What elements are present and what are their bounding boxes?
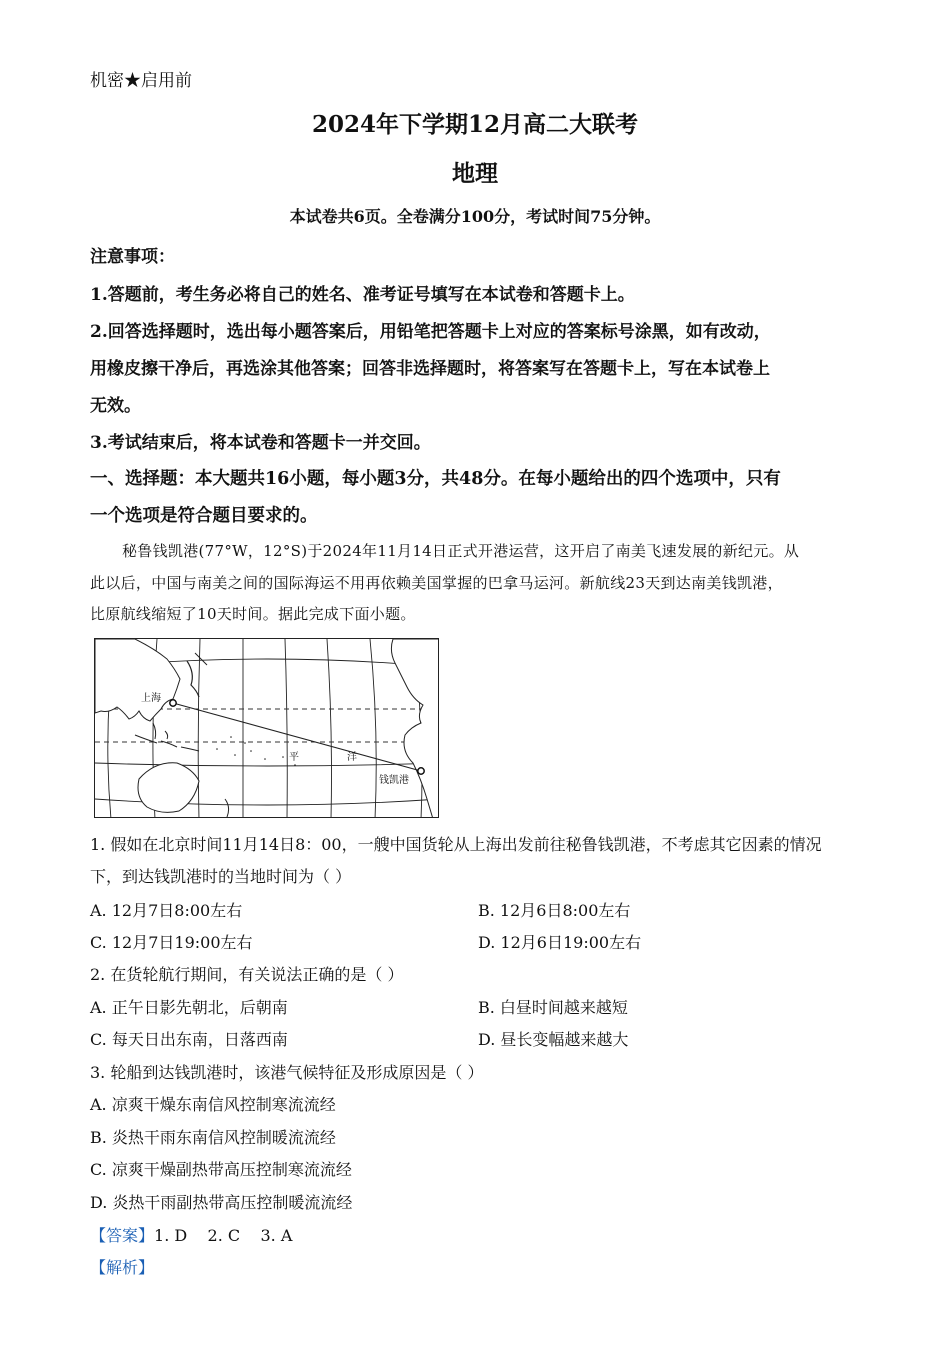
answer-tag: 【答案】 [90, 1226, 155, 1245]
australia-coast [138, 763, 199, 813]
question-2-option-d: D. 昼长变幅越来越大 [478, 1030, 629, 1049]
answer-line [90, 1223, 292, 1246]
intro-line-2: 此以后，中国与南美之间的国际海运不用再依赖美国掌握的巴拿马运河。新航线23天到达南美钱凯港， [90, 574, 783, 592]
question-1-option-d: D. 12月6日19:00左右 [478, 933, 642, 952]
note-item-3: 3.考试结束后，将本试卷和答题卡一并交回。 [90, 433, 431, 453]
subject-title: 地理 [452, 160, 498, 187]
japan-islands [187, 661, 199, 697]
question-1-option-b: B. 12月6日8:00左右 [478, 901, 631, 920]
answer-text: 1. D 2. C 3. A [154, 1226, 293, 1245]
exam-info: 本试卷共6页。全卷满分100分，考试时间75分钟。 [289, 207, 661, 226]
note-item-2-line-3: 无效。 [90, 396, 141, 416]
question-2-option-b: B. 白昼时间越来越短 [478, 998, 628, 1017]
note-item-2-line-2: 用橡皮擦干净后，再选涂其他答案；回答非选择题时，将答案写在答题卡上，写在本试卷上 [90, 359, 770, 379]
chancay-marker [418, 768, 424, 774]
japan-north [195, 653, 207, 665]
intro-line-1: 秘鲁钱凯港(77°W，12°S)于2024年11月14日正式开港运营，这开启了南美飞速发展的新纪元。从 [122, 542, 800, 560]
pacific-label-ping: 平 [289, 752, 299, 763]
chancay-label: 钱凯港 [379, 775, 409, 786]
note-item-2-line-1: 2.回答选择题时，选出每小题答案后，用铅笔把答题卡上对应的答案标号涂黑，如有改动， [90, 322, 771, 342]
section-heading-line-2: 一个选项是符合题目要求的。 [90, 506, 318, 526]
question-1-option-a: A. 12月7日8:00左右 [90, 901, 243, 920]
shanghai-marker [170, 700, 176, 706]
pacific-label-yang: 洋 [347, 752, 357, 763]
question-1-line-2: 下，到达钱凯港时的当地时间为（ ） [90, 867, 352, 886]
notes-heading: 注意事项： [90, 247, 175, 267]
shanghai-label: 上海 [141, 693, 161, 704]
question-3-option-a: A. 凉爽干燥东南信风控制寒流流经 [90, 1095, 336, 1114]
question-1-option-c: C. 12月7日19:00左右 [90, 933, 253, 952]
exam-title: 2024年下学期12月高二大联考 [311, 111, 639, 138]
question-3: 3. 轮船到达钱凯港时，该港气候特征及形成原因是（ ） [90, 1063, 484, 1082]
question-3-option-b: B. 炎热干雨东南信风控制暖流流经 [90, 1128, 336, 1147]
southeast-asia-islands [135, 723, 199, 751]
question-2-option-c: C. 每天日出东南，日落西南 [90, 1030, 288, 1049]
question-2: 2. 在货轮航行期间，有关说法正确的是（ ） [90, 965, 404, 984]
analysis-line [90, 1255, 154, 1278]
secret-mark: 机密★启用前 [90, 71, 192, 91]
new-zealand [225, 799, 229, 817]
route-map-graphic [95, 639, 439, 818]
question-1-line-1: 1. 假如在北京时间11月14日8：00，一艘中国货轮从上海出发前往秘鲁钱凯港，不考虑其它因素的情况 [90, 835, 822, 854]
question-2-option-a: A. 正午日影先朝北，后朝南 [90, 998, 288, 1017]
question-3-option-d: D. 炎热干雨副热带高压控制暖流流经 [90, 1193, 353, 1212]
americas-coast [391, 639, 439, 818]
section-heading-line-1: 一、选择题：本大题共16小题，每小题3分，共48分。在每小题给出的四个选项中，只有 [90, 469, 781, 489]
route-map [94, 638, 439, 818]
pacific-islands [216, 736, 296, 766]
analysis-tag: 【解析】 [90, 1258, 155, 1277]
question-3-option-c: C. 凉爽干燥副热带高压控制寒流流经 [90, 1160, 352, 1179]
intro-line-3: 比原航线缩短了10天时间。据此完成下面小题。 [90, 605, 416, 623]
note-item-1: 1.答题前，考生务必将自己的姓名、准考证号填写在本试卷和答题卡上。 [90, 285, 635, 305]
